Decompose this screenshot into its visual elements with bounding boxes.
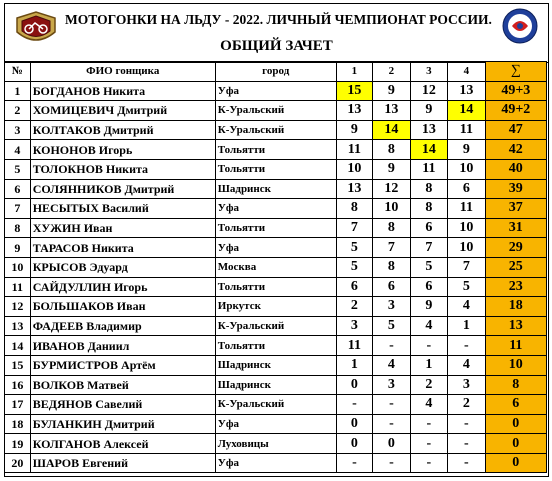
round-1-score-cell: 3 <box>336 316 373 336</box>
round-1-score-cell: 8 <box>336 199 373 219</box>
rider-name-cell: ВЕДЯНОВ Савелий <box>30 395 215 415</box>
table-row <box>5 120 547 140</box>
round-4-score-cell: 11 <box>448 120 485 140</box>
rider-name-cell: СОЛЯННИКОВ Дмитрий <box>30 179 215 199</box>
round-2-score-cell: 0 <box>373 434 410 454</box>
rank-cell: 12 <box>5 297 31 317</box>
col-header-round-2: 2 <box>373 62 410 82</box>
rank-cell: 5 <box>5 159 31 179</box>
round-3-score-cell: - <box>410 434 447 454</box>
round-1-score-cell: 0 <box>336 375 373 395</box>
table-row <box>5 238 547 258</box>
total-score-cell: 10 <box>485 355 546 375</box>
rider-name-cell: ТОЛОКНОВ Никита <box>30 159 215 179</box>
table-header-row <box>5 62 547 82</box>
rider-name-cell: ШАРОВ Евгений <box>30 453 215 473</box>
rider-name-cell: КОЛТАКОВ Дмитрий <box>30 120 215 140</box>
round-1-score-cell: - <box>336 453 373 473</box>
city-cell: Тольятти <box>215 277 336 297</box>
round-1-score-cell: 2 <box>336 297 373 317</box>
rider-name-cell: НЕСЫТЫХ Василий <box>30 199 215 219</box>
round-3-score-cell: 5 <box>410 257 447 277</box>
total-score-cell: 29 <box>485 238 546 258</box>
city-cell: К-Уральский <box>215 316 336 336</box>
round-2-score-cell: 13 <box>373 101 410 121</box>
city-cell: Тольятти <box>215 218 336 238</box>
rank-cell: 1 <box>5 81 31 101</box>
round-1-score-cell: 13 <box>336 179 373 199</box>
total-score-cell: 37 <box>485 199 546 219</box>
round-1-score-cell: 11 <box>336 336 373 356</box>
rider-name-cell: ХУЖИН Иван <box>30 218 215 238</box>
rank-cell: 16 <box>5 375 31 395</box>
city-cell: Иркутск <box>215 297 336 317</box>
round-2-score-cell: 7 <box>373 238 410 258</box>
round-4-score-cell: 4 <box>448 355 485 375</box>
col-header-round-4: 4 <box>448 62 485 82</box>
round-4-score-cell: 10 <box>448 159 485 179</box>
col-header-round-3: 3 <box>410 62 447 82</box>
rank-cell: 6 <box>5 179 31 199</box>
rider-name-cell: ИВАНОВ Даниил <box>30 336 215 356</box>
total-score-cell: 0 <box>485 414 546 434</box>
round-4-score-cell: 11 <box>448 199 485 219</box>
table-row <box>5 257 547 277</box>
table-row <box>5 395 547 415</box>
rank-cell: 3 <box>5 120 31 140</box>
total-score-cell: 11 <box>485 336 546 356</box>
rider-name-cell: ВОЛКОВ Матвей <box>30 375 215 395</box>
round-4-score-cell: 6 <box>448 179 485 199</box>
round-4-score-cell: 2 <box>448 395 485 415</box>
city-cell: Тольятти <box>215 140 336 160</box>
col-header-round-1: 1 <box>336 62 373 82</box>
table-row <box>5 434 547 454</box>
rank-cell: 7 <box>5 199 31 219</box>
round-2-score-cell: - <box>373 395 410 415</box>
standings-table <box>4 61 547 473</box>
round-4-score-cell: - <box>448 434 485 454</box>
rider-name-cell: БУЛАНКИН Дмитрий <box>30 414 215 434</box>
round-2-score-cell: 8 <box>373 257 410 277</box>
total-score-cell: 42 <box>485 140 546 160</box>
federation-emblem <box>502 8 538 44</box>
rank-cell: 2 <box>5 101 31 121</box>
table-row <box>5 81 547 101</box>
round-3-score-cell: 9 <box>410 101 447 121</box>
rank-cell: 8 <box>5 218 31 238</box>
city-cell: Уфа <box>215 238 336 258</box>
round-2-score-cell: - <box>373 414 410 434</box>
round-3-score-cell: 4 <box>410 316 447 336</box>
rank-cell: 13 <box>5 316 31 336</box>
table-row <box>5 218 547 238</box>
total-score-cell: 8 <box>485 375 546 395</box>
round-1-score-cell: 5 <box>336 257 373 277</box>
round-2-score-cell: 3 <box>373 375 410 395</box>
results-sheet <box>4 3 549 477</box>
round-3-score-cell: 1 <box>410 355 447 375</box>
round-3-score-cell: - <box>410 336 447 356</box>
city-cell: Уфа <box>215 81 336 101</box>
round-1-score-cell: 6 <box>336 277 373 297</box>
total-score-cell: 49+3 <box>485 81 546 101</box>
city-cell: Москва <box>215 257 336 277</box>
table-row <box>5 101 547 121</box>
round-2-score-cell: 4 <box>373 355 410 375</box>
table-row <box>5 297 547 317</box>
round-2-score-cell: 8 <box>373 218 410 238</box>
rank-cell: 17 <box>5 395 31 415</box>
sheet-header <box>5 4 548 63</box>
rank-cell: 18 <box>5 414 31 434</box>
round-4-score-cell: 13 <box>448 81 485 101</box>
table-row <box>5 140 547 160</box>
table-row <box>5 336 547 356</box>
rider-name-cell: КОЛГАНОВ Алексей <box>30 434 215 454</box>
round-3-score-cell: 11 <box>410 159 447 179</box>
round-4-score-cell: 10 <box>448 218 485 238</box>
round-3-score-cell: - <box>410 453 447 473</box>
page-subtitle: ОБЩИЙ ЗАЧЕТ <box>220 38 333 54</box>
total-score-cell: 25 <box>485 257 546 277</box>
round-3-score-cell: 2 <box>410 375 447 395</box>
rider-name-cell: БУРМИСТРОВ Артём <box>30 355 215 375</box>
rider-name-cell: ХОМИЦЕВИЧ Дмитрий <box>30 101 215 121</box>
round-3-score-cell: 12 <box>410 81 447 101</box>
city-cell: К-Уральский <box>215 101 336 121</box>
round-2-score-cell: 10 <box>373 199 410 219</box>
city-cell: Шадринск <box>215 375 336 395</box>
round-1-score-cell: 9 <box>336 120 373 140</box>
city-cell: Шадринск <box>215 179 336 199</box>
total-score-cell: 47 <box>485 120 546 140</box>
total-score-cell: 31 <box>485 218 546 238</box>
round-4-score-cell: 10 <box>448 238 485 258</box>
total-score-cell: 18 <box>485 297 546 317</box>
table-row <box>5 453 547 473</box>
round-3-score-cell: 6 <box>410 218 447 238</box>
rank-cell: 14 <box>5 336 31 356</box>
round-4-score-cell: 4 <box>448 297 485 317</box>
round-2-score-cell: 3 <box>373 297 410 317</box>
round-4-score-cell: - <box>448 414 485 434</box>
round-4-score-cell: 9 <box>448 140 485 160</box>
round-3-score-cell: 14 <box>410 140 447 160</box>
round-3-score-cell: - <box>410 414 447 434</box>
round-3-score-cell: 13 <box>410 120 447 140</box>
table-row <box>5 277 547 297</box>
rank-cell: 20 <box>5 453 31 473</box>
round-2-score-cell: 9 <box>373 159 410 179</box>
col-header-num: № <box>5 62 31 82</box>
round-4-score-cell: - <box>448 336 485 356</box>
rider-name-cell: КОНОНОВ Игорь <box>30 140 215 160</box>
table-row <box>5 159 547 179</box>
table-row <box>5 355 547 375</box>
round-3-score-cell: 6 <box>410 277 447 297</box>
total-score-cell: 6 <box>485 395 546 415</box>
city-cell: Шадринск <box>215 355 336 375</box>
round-4-score-cell: 7 <box>448 257 485 277</box>
round-3-score-cell: 8 <box>410 179 447 199</box>
total-score-cell: 23 <box>485 277 546 297</box>
round-2-score-cell: 12 <box>373 179 410 199</box>
rank-cell: 10 <box>5 257 31 277</box>
city-cell: Тольятти <box>215 336 336 356</box>
round-2-score-cell: 5 <box>373 316 410 336</box>
round-2-score-cell: 9 <box>373 81 410 101</box>
round-1-score-cell: 5 <box>336 238 373 258</box>
table-row <box>5 414 547 434</box>
page-title: МОТОГОНКИ НА ЛЬДУ - 2022. ЛИЧНЫЙ ЧЕМПИОНАТ РОССИИ. <box>65 12 492 27</box>
rider-name-cell: ФАДЕЕВ Владимир <box>30 316 215 336</box>
round-1-score-cell: - <box>336 395 373 415</box>
round-2-score-cell: - <box>373 453 410 473</box>
total-score-cell: 49+2 <box>485 101 546 121</box>
city-cell: К-Уральский <box>215 395 336 415</box>
round-2-score-cell: - <box>373 336 410 356</box>
round-4-score-cell: 5 <box>448 277 485 297</box>
round-2-score-cell: 14 <box>373 120 410 140</box>
rider-name-cell: САЙДУЛЛИН Игорь <box>30 277 215 297</box>
rank-cell: 11 <box>5 277 31 297</box>
round-1-score-cell: 15 <box>336 81 373 101</box>
rank-cell: 15 <box>5 355 31 375</box>
round-3-score-cell: 8 <box>410 199 447 219</box>
round-2-score-cell: 6 <box>373 277 410 297</box>
round-1-score-cell: 13 <box>336 101 373 121</box>
col-header-city: город <box>215 62 336 82</box>
round-1-score-cell: 0 <box>336 434 373 454</box>
table-row <box>5 316 547 336</box>
round-3-score-cell: 9 <box>410 297 447 317</box>
round-3-score-cell: 7 <box>410 238 447 258</box>
col-header-sum: ∑ <box>485 62 546 82</box>
rider-name-cell: БОГДАНОВ Никита <box>30 81 215 101</box>
col-header-name: ФИО гонщика <box>30 62 215 82</box>
round-1-score-cell: 7 <box>336 218 373 238</box>
total-score-cell: 0 <box>485 453 546 473</box>
city-cell: Уфа <box>215 453 336 473</box>
rider-name-cell: ТАРАСОВ Никита <box>30 238 215 258</box>
table-row <box>5 179 547 199</box>
city-cell: Тольятти <box>215 159 336 179</box>
round-2-score-cell: 8 <box>373 140 410 160</box>
rank-cell: 4 <box>5 140 31 160</box>
rank-cell: 19 <box>5 434 31 454</box>
round-1-score-cell: 11 <box>336 140 373 160</box>
total-score-cell: 13 <box>485 316 546 336</box>
total-score-cell: 0 <box>485 434 546 454</box>
round-4-score-cell: 3 <box>448 375 485 395</box>
rank-cell: 9 <box>5 238 31 258</box>
rider-name-cell: БОЛЬШАКОВ Иван <box>30 297 215 317</box>
table-row <box>5 199 547 219</box>
round-1-score-cell: 1 <box>336 355 373 375</box>
round-4-score-cell: 14 <box>448 101 485 121</box>
round-4-score-cell: 1 <box>448 316 485 336</box>
city-cell: Уфа <box>215 199 336 219</box>
round-1-score-cell: 10 <box>336 159 373 179</box>
rider-name-cell: КРЫСОВ Эдуард <box>30 257 215 277</box>
city-cell: К-Уральский <box>215 120 336 140</box>
total-score-cell: 40 <box>485 159 546 179</box>
city-cell: Уфа <box>215 414 336 434</box>
total-score-cell: 39 <box>485 179 546 199</box>
city-cell: Луховицы <box>215 434 336 454</box>
round-3-score-cell: 4 <box>410 395 447 415</box>
table-row <box>5 375 547 395</box>
round-4-score-cell: - <box>448 453 485 473</box>
round-1-score-cell: 0 <box>336 414 373 434</box>
